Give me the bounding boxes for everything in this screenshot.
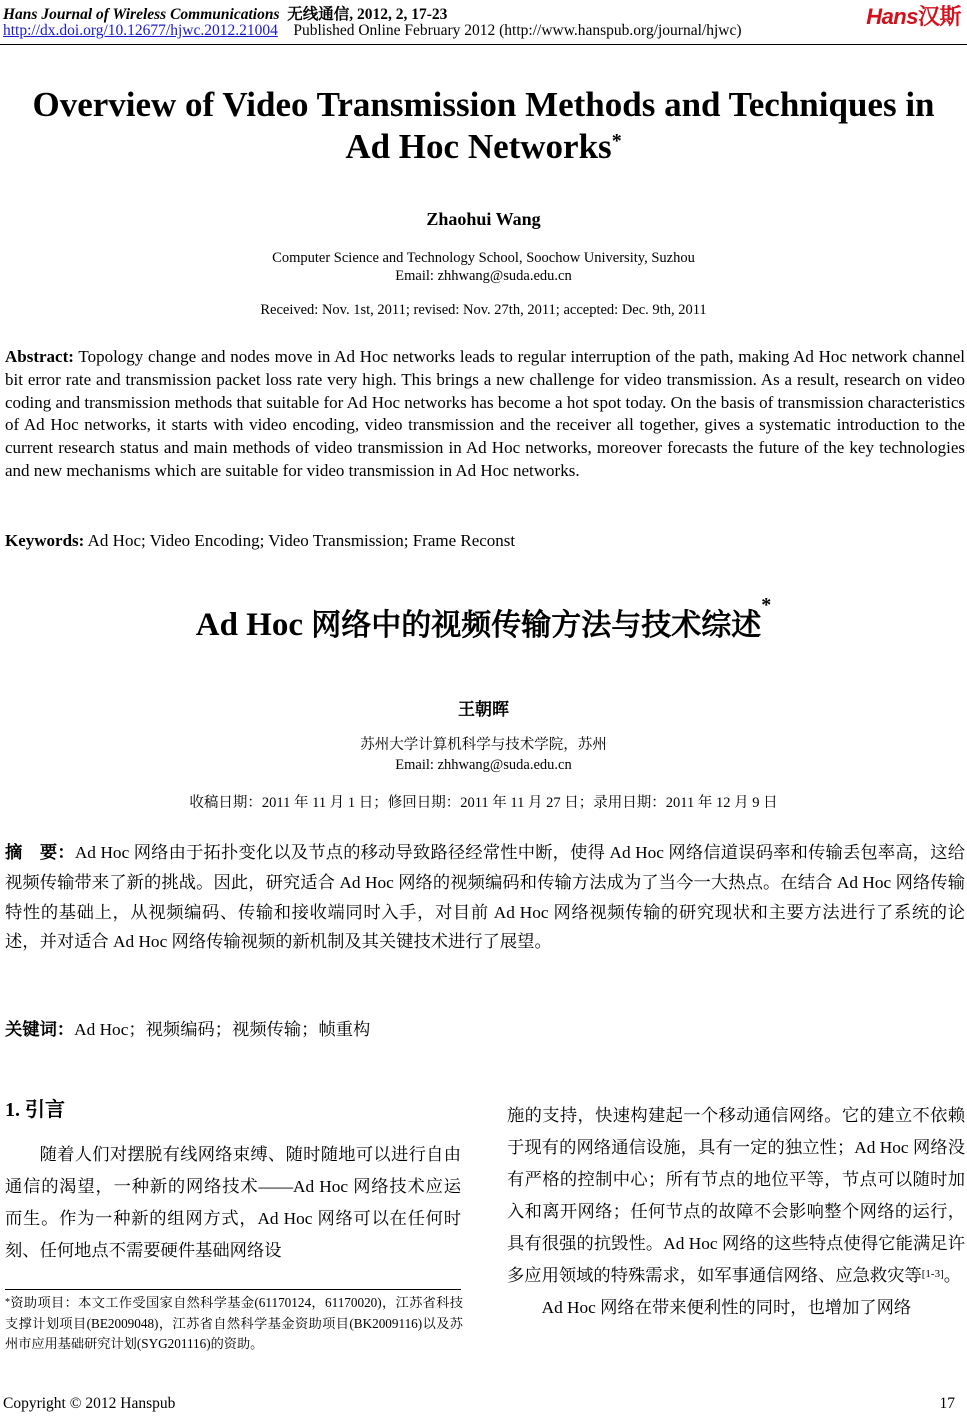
- journal-citation: 无线通信, 2012, 2, 17-23: [287, 6, 448, 23]
- journal-header: [3, 2, 447, 24]
- footnote-mark: *: [5, 1297, 10, 1308]
- keywords-cn: [5, 1015, 965, 1045]
- keywords-text: Ad Hoc; Video Encoding; Video Transmission; Frame Reconst: [87, 531, 516, 550]
- hans-logo: [866, 0, 961, 31]
- abstract-cn: [5, 838, 965, 956]
- paper-title-en: [0, 84, 967, 168]
- title-cn-latin: Ad Hoc: [195, 607, 312, 643]
- journal-name: Hans Journal of Wireless Communications: [3, 6, 280, 23]
- citation-ref: [1-3]: [921, 1268, 944, 1280]
- doi-link[interactable]: http://dx.doi.org/10.12677/hjwc.2012.21004: [3, 22, 278, 39]
- author-cn: 王朝晖: [458, 700, 509, 720]
- received-dates-cn: 收稿日期：2011 年 11 月 1 日；修回日期：2011 年 11 月 27 日；录用日期：2011 年 12 月 9 日: [189, 795, 778, 811]
- title-cn-footnote-mark: *: [761, 594, 772, 616]
- paper-title-cn: [0, 594, 967, 644]
- funding-footnote: [5, 1293, 463, 1355]
- body-paragraph-continued: [507, 1100, 965, 1292]
- paragraph-text: 施的支持，快速构建起一个移动通信网络。它的建立不依赖于现有的网络通信设施，具有一定的独立性；Ad Hoc 网络没有严格的控制中心；所有节点的地位平等，节点可以随时加入和离开网络；任何节点的故障不会影响整个网络的运行，具有很强的抗毁性。Ad Hoc 网络的这些特点使得它能满足许多应用领域的特殊需求，如军事通信网络、应急救灾等: [507, 1106, 965, 1285]
- title-line-2: [0, 126, 967, 168]
- title-cn-text: 网络中的视频传输方法与技术综述: [311, 608, 762, 643]
- keywords-label: Keywords:: [5, 531, 85, 550]
- section-title: 引言: [25, 1097, 65, 1121]
- abstract-cn-label: 摘 要：: [5, 843, 75, 863]
- affiliation-school: Computer Science and Technology School, Soochow University, Suzhou: [272, 250, 695, 266]
- affiliation-email: Email: zhhwang@suda.edu.cn: [395, 268, 572, 284]
- title-line-2-text: Ad Hoc Networks: [345, 127, 612, 166]
- published-online: Published Online February 2012 (http://www.hanspub.org/journal/hjwc): [293, 22, 742, 39]
- page-number: 17: [939, 1395, 955, 1412]
- body-paragraph: 随着人们对摆脱有线网络束缚、随时随地可以进行自由通信的渴望，一种新的网络技术——Ad Hoc 网络技术应运而生。作为一种新的组网方式，Ad Hoc 网络可以在任何时刻、任何地点不需要硬件基础网络设: [5, 1145, 461, 1260]
- publication-line: [3, 22, 742, 40]
- section-heading: [5, 1093, 65, 1122]
- section-number: 1.: [5, 1099, 20, 1121]
- body-column-right: [507, 1100, 965, 1324]
- abstract-text: Topology change and nodes move in Ad Hoc networks leads to regular interruption of the path, making Ad Hoc network channel bit error rate and transmission packet loss rate very high. This brings a new challenge for video transmission. As a result, research on video coding and transmission methods that suitable for Ad Hoc networks has become a hot spot today. On the basis of transmission characteristics of Ad Hoc networks, it starts with video encoding, video transmission and the receiver all together, gives a systematic introduction to the current research status and main methods of video transmission in Ad Hoc networks, moreover forecasts the future of the key technologies and new mechanisms which are suitable for video transmission in Ad Hoc networks.: [5, 347, 965, 480]
- keywords-cn-label: 关键词：: [5, 1020, 75, 1040]
- logo-text-en: Hans: [866, 4, 918, 29]
- affiliation-cn-school: 苏州大学计算机科学与技术学院，苏州: [360, 737, 607, 753]
- title-footnote-mark: *: [611, 130, 622, 152]
- abstract-cn-text: Ad Hoc 网络由于拓扑变化以及节点的移动导致路径经常性中断，使得 Ad Hoc 网络信道误码率和传输丢包率高，这给视频传输带来了新的挑战。因此，研究适合 Ad Hoc 网络的视频编码和传输方法成为了当今一大热点。在结合 Ad Hoc 网络传输特性的基础上，从视频编码、传输和接收端同时入手，对目前 Ad Hoc 网络视频传输的研究现状和主要方法进行了系统的论述，并对适合 Ad Hoc 网络传输视频的新机制及其关键技术进行了展望。: [5, 843, 965, 951]
- paragraph-end: 。: [943, 1266, 962, 1285]
- title-line-1: Overview of Video Transmission Methods and Techniques in: [32, 85, 935, 124]
- keywords-cn-text: Ad Hoc；视频编码；视频传输；帧重构: [74, 1020, 371, 1039]
- logo-text-cn: 汉斯: [917, 4, 961, 29]
- affiliation-en: [0, 249, 967, 285]
- header-divider: [0, 44, 967, 45]
- copyright: Copyright © 2012 Hanspub: [3, 1395, 176, 1412]
- abstract-en: [5, 346, 965, 483]
- body-paragraph-2: Ad Hoc 网络在带来便利性的同时，也增加了网络: [541, 1298, 912, 1317]
- affiliation-cn: [0, 735, 967, 775]
- received-dates-en: Received: Nov. 1st, 2011; revised: Nov. 27th, 2011; accepted: Dec. 9th, 2011: [260, 302, 707, 318]
- footnote-text: 资助项目：本文工作受国家自然科学基金(61170124，61170020)，江苏省科技支撑计划项目(BE2009048)，江苏省自然科学基金资助项目(BK2009116)以及苏州市应用基础研究计划(SYG201116)的资助。: [5, 1295, 463, 1351]
- abstract-label: Abstract:: [5, 347, 74, 366]
- affiliation-cn-email: Email: zhhwang@suda.edu.cn: [395, 757, 572, 773]
- author-en: Zhaohui Wang: [426, 209, 541, 229]
- body-column-left: [5, 1139, 461, 1267]
- keywords-en: [5, 530, 965, 553]
- footnote-divider: [5, 1289, 461, 1290]
